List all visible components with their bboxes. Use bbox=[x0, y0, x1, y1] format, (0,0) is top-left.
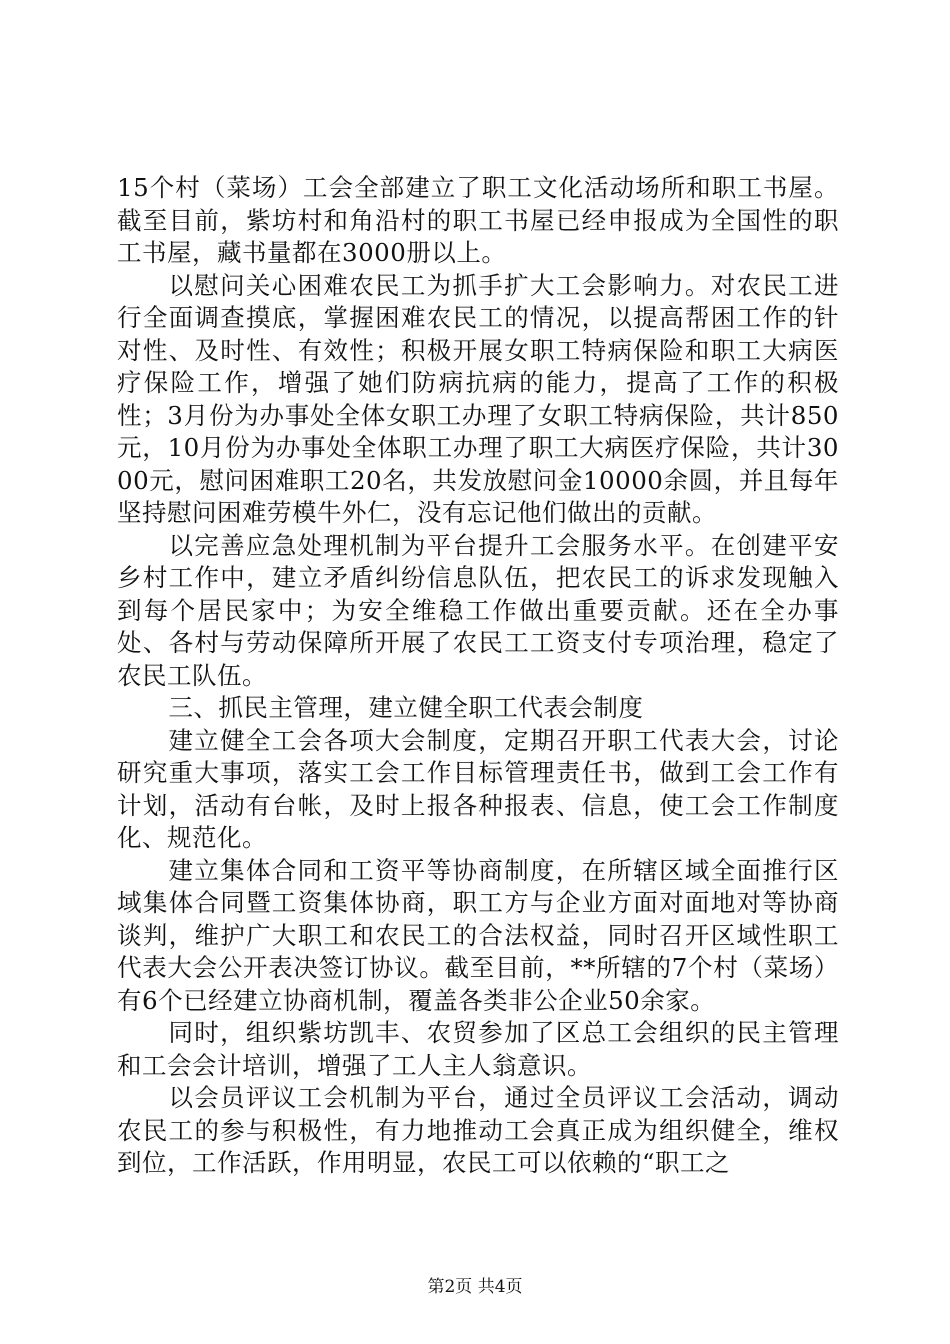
paragraph-7: 以会员评议工会机制为平台，通过全员评议工会活动，调动农民工的参与积极性，有力地推动工会真正成为组织健全，维权到位，工作活跃，作用明显，农民工可以依赖的“职工之 bbox=[117, 1083, 839, 1177]
document-body bbox=[117, 172, 839, 1180]
paragraph-2: 以慰问关心困难农民工为抓手扩大工会影响力。对农民工进行全面调查摸底，掌握困难农民工的情况，以提高帮困工作的针对性、及时性、有效性；积极开展女职工特病保险和职工大病医疗保险工作，增强了她们防病抗病的能力，提高了工作的积极性；3月份为办事处全体女职工办理了女职工特病保险，共计850元，10月份为办事处全体职工办理了职工大病医疗保险，共计3000元，慰问困难职工20名，共发放慰问金10000余圆，并且每年坚持慰问困难劳模牛外仁，没有忘记他们做出的贡献。 bbox=[117, 270, 839, 527]
paragraph-5: 建立集体合同和工资平等协商制度，在所辖区域全面推行区域集体合同暨工资集体协商，职工方与企业方面对面地对等协商谈判，维护广大职工和农民工的合法权益，同时召开区域性职工代表大会公开表决签订协议。截至目前，**所辖的7个村（菜场）有6个已经建立协商机制，覆盖各类非公企业50余家。 bbox=[117, 855, 839, 1015]
section-heading: 三、抓民主管理，建立健全职工代表会制度 bbox=[168, 693, 644, 722]
paragraph-4: 建立健全工会各项大会制度，定期召开职工代表大会，讨论研究重大事项，落实工会工作目标管理责任书，做到工会工作有计划，活动有台帐，及时上报各种报表、信息，使工会工作制度化、规范化。 bbox=[117, 725, 839, 852]
paragraph-6: 同时，组织紫坊凯丰、农贸参加了区总工会组织的民主管理和工会会计培训，增强了工人主人翁意识。 bbox=[117, 1018, 839, 1080]
paragraph-3: 以完善应急处理机制为平台提升工会服务水平。在创建平安乡村工作中，建立矛盾纠纷信息队伍，把农民工的诉求发现触入到每个居民家中；为安全维稳工作做出重要贡献。还在全办事处、各村与劳动保障所开展了农民工工资支付专项治理，稳定了农民工队伍。 bbox=[117, 530, 839, 690]
paragraph-1: 15个村（菜场）工会全部建立了职工文化活动场所和职工书屋。截至目前，紫坊村和角沿村的职工书屋已经申报成为全国性的职工书屋，藏书量都在3000册以上。 bbox=[117, 173, 839, 267]
page-number-footer: 第2页 共4页 bbox=[427, 1277, 523, 1297]
